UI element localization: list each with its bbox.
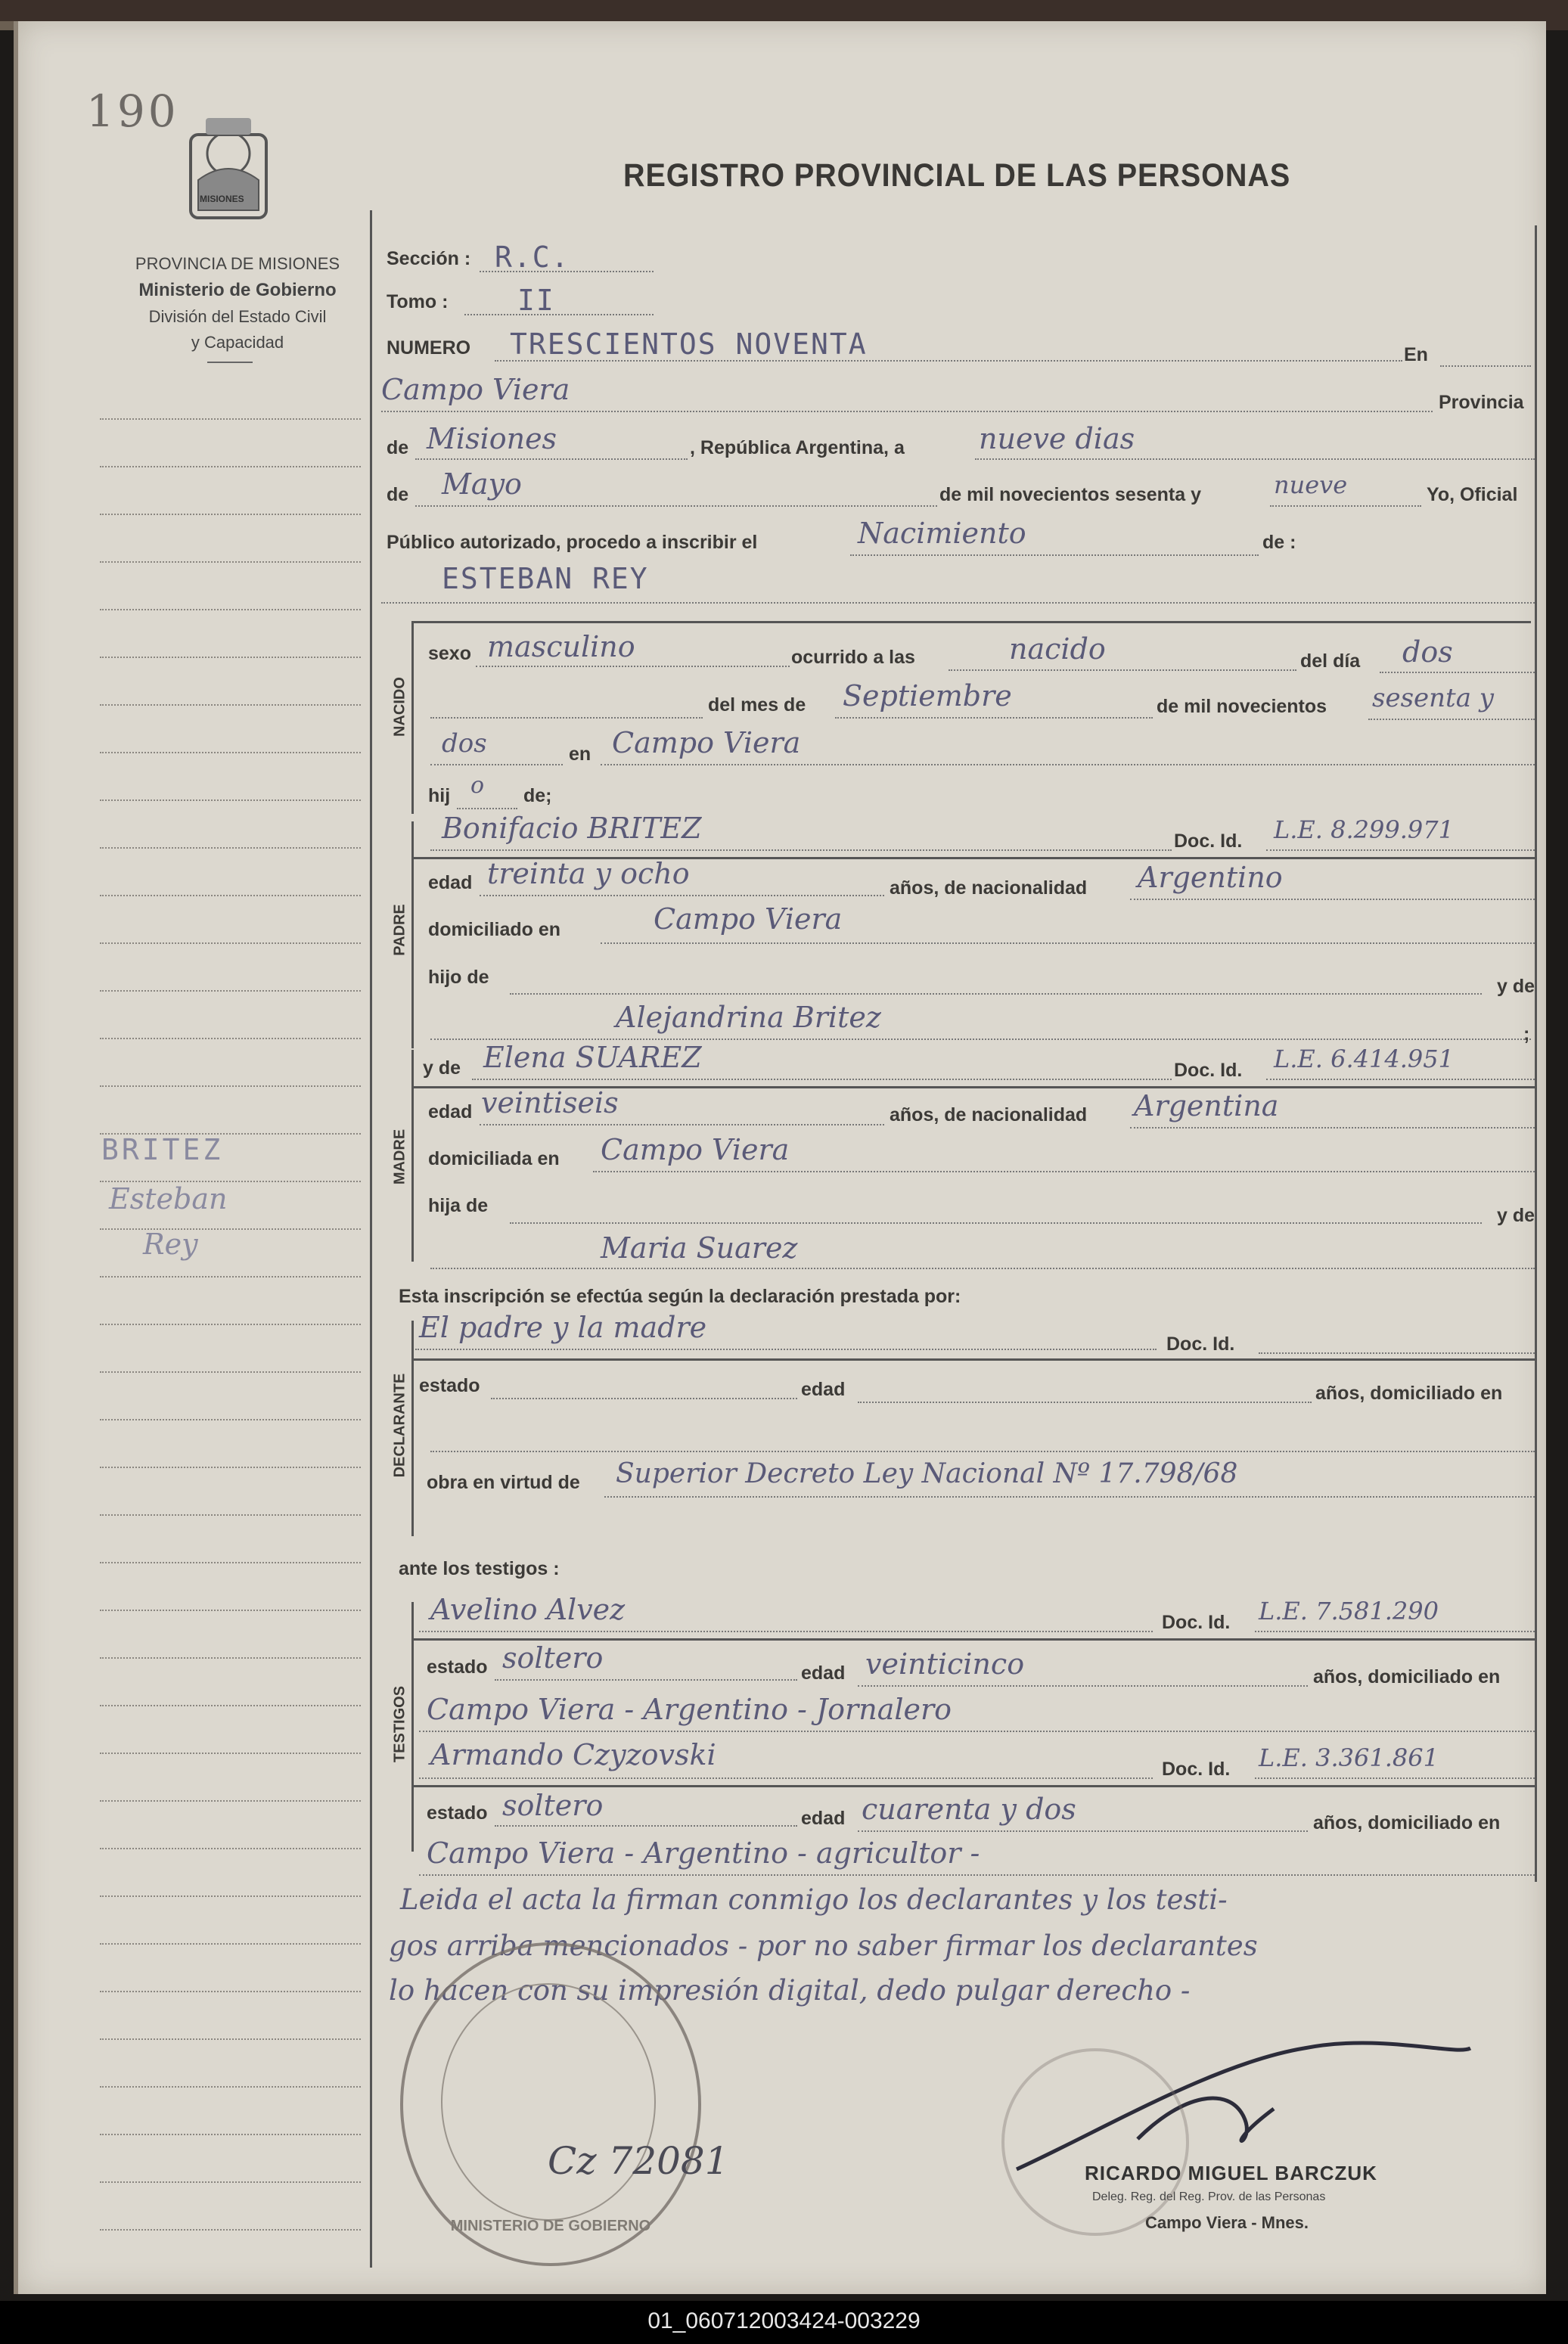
padre-doc-label: Doc. Id.: [1174, 830, 1243, 852]
madre-nombre-value: Elena SUAREZ: [483, 1041, 702, 1074]
margin-rule: [100, 847, 361, 849]
t2-edad-value: cuarenta y dos: [862, 1793, 1076, 1826]
sexo-label: sexo: [428, 643, 471, 664]
declarante-edad-label: edad: [801, 1379, 846, 1400]
margin-note-surname: BRITEZ: [101, 1133, 224, 1166]
de-colon-label: de :: [1262, 532, 1296, 553]
madre-edad-line: [480, 1124, 884, 1125]
padre-doc-value: L.E. 8.299.971: [1274, 815, 1454, 844]
hij-value: o: [470, 772, 485, 799]
margin-rule: [100, 514, 361, 515]
nac-anio-value1: sesenta y: [1372, 683, 1494, 713]
nac-anio2-line: [430, 764, 563, 765]
nac-pre-line: [430, 717, 703, 719]
institution-province: PROVINCIA DE MISIONES: [135, 254, 340, 273]
t1-dom-line: [419, 1731, 1535, 1732]
seal-label: MISIONES: [200, 194, 244, 204]
declarante-doc-line: [1259, 1352, 1535, 1354]
t2-estado-label: estado: [427, 1802, 488, 1824]
margin-rule: [100, 1324, 361, 1325]
del-dia-label: del día: [1300, 650, 1361, 672]
declarante-estado-label: estado: [419, 1375, 480, 1396]
madre-doc-line: [1266, 1079, 1535, 1080]
numero-label: NUMERO: [387, 337, 471, 359]
del-mes-label: del mes de: [708, 694, 806, 716]
declarante-nombre-line: [415, 1349, 1157, 1350]
nac-en-label: en: [569, 744, 591, 765]
publico-label: Público autorizado, procedo a inscribir el: [387, 532, 758, 553]
divider: [207, 362, 253, 363]
nombre-line: [381, 602, 1535, 604]
t2-rule: [411, 1785, 1535, 1787]
obra-label: obra en virtud de: [427, 1472, 580, 1493]
margin-rule: [100, 1276, 361, 1278]
padre-bracket: [411, 821, 414, 1048]
margin-rule: [100, 1848, 361, 1849]
nombre-rule: [411, 621, 1531, 623]
padre-doc-line: [1266, 849, 1535, 851]
margin-rule: [100, 1514, 361, 1516]
nombre-value: ESTEBAN REY: [442, 562, 649, 595]
column-separator: [370, 210, 372, 2268]
obra-line: [604, 1496, 1535, 1498]
margin-rule: [100, 1371, 361, 1373]
de-label: de: [387, 437, 409, 458]
t2-dom-value: Campo Viera - Argentino - agricultor -: [427, 1836, 980, 1870]
t1-nombre-value: Avelino Alvez: [430, 1593, 626, 1626]
margin-rule: [100, 895, 361, 896]
anio-value: nueve: [1274, 470, 1348, 499]
registry-page: [14, 21, 1546, 2294]
madre-yde-label: y de: [423, 1057, 461, 1079]
mes-line: [415, 505, 937, 507]
provincia-line: [415, 458, 688, 460]
t2-doc-line: [1255, 1777, 1535, 1779]
place-line: [381, 411, 1433, 412]
t1-nombre-line: [419, 1631, 1153, 1632]
nacido-side-label: NACIDO: [391, 677, 408, 737]
declarante-intro: Esta inscripción se efectúa según la declaración prestada por:: [399, 1286, 961, 1307]
en-line: [1440, 365, 1531, 367]
republica-label: , República Argentina, a: [690, 437, 905, 458]
stamp-text: MINISTERIO DE GOBIERNO: [450, 2218, 651, 2234]
nac-dia-line: [1380, 672, 1535, 673]
margin-rule: [100, 1991, 361, 1992]
margin-rule: [100, 2229, 361, 2231]
footer-bar: [0, 2301, 1568, 2344]
margin-rule: [100, 1705, 361, 1706]
document-id: 01_060712003424-003229: [647, 2308, 921, 2333]
padre-nombre-line: [430, 849, 1172, 851]
padre-dom-line: [601, 942, 1535, 944]
t1-dom-value: Campo Viera - Argentino - Jornalero: [427, 1693, 952, 1726]
nac-mes-line: [835, 717, 1153, 719]
t1-edad-line: [858, 1685, 1308, 1687]
padre-side-label: PADRE: [391, 904, 408, 956]
signature-scribble: Cz 72081: [548, 2139, 729, 2183]
madre-dom-label: domiciliada en: [428, 1148, 560, 1169]
seccion-label: Sección :: [387, 248, 471, 269]
declarante-rule: [411, 1358, 1535, 1361]
t2-nombre-value: Armando Czyzovski: [430, 1738, 716, 1771]
nac-lugar-line: [601, 764, 1535, 765]
margin-rule: [100, 609, 361, 610]
nac-mil-label: de mil novecientos: [1157, 696, 1327, 717]
declarante-bracket: [411, 1321, 414, 1536]
margin-rule: [100, 1800, 361, 1802]
closing-line-1: Leida el acta la firman conmigo los declarantes y los testi-: [400, 1883, 1228, 1916]
padre-hijo-label: hijo de: [428, 967, 489, 988]
margin-rule: [100, 1085, 361, 1087]
madre-hija-line: [510, 1222, 1482, 1224]
nac-anio-line: [1368, 719, 1535, 720]
t1-edad-label: edad: [801, 1663, 846, 1684]
margin-rule: [100, 799, 361, 801]
t2-doc-label: Doc. Id.: [1162, 1759, 1231, 1780]
madre-nac-value: Argentina: [1134, 1089, 1279, 1122]
padre-nac-line: [1130, 899, 1535, 900]
testigos-side-label: TESTIGOS: [391, 1685, 408, 1763]
madre-nombre-line: [472, 1079, 1172, 1080]
margin-rule: [100, 942, 361, 944]
hij-de-label: de;: [523, 785, 552, 806]
nac-dia-value: dos: [1402, 635, 1453, 669]
hij-line: [457, 808, 517, 809]
ocurrido-label: ocurrido a las: [791, 647, 915, 668]
madre-nac-label: años, de nacionalidad: [890, 1104, 1088, 1125]
margin-rule: [100, 1419, 361, 1420]
margin-rule: [100, 2086, 361, 2088]
t2-dom-line: [419, 1874, 1535, 1876]
tomo-label: Tomo :: [387, 291, 449, 312]
official-stamp: [400, 1942, 701, 2266]
declarante-estado-line: [491, 1398, 797, 1399]
declarante-edad-line: [858, 1402, 1312, 1403]
madre-edad-value: veintiseis: [481, 1086, 619, 1119]
acto-value: Nacimiento: [858, 517, 1026, 550]
hora-line: [949, 669, 1296, 671]
margin-rule: [100, 990, 361, 992]
margin-rule: [100, 1038, 361, 1039]
padre-nac-label: años, de nacionalidad: [890, 877, 1088, 899]
margin-rule: [100, 2134, 361, 2135]
place-value: Campo Viera: [381, 373, 570, 406]
padre-nombre-value: Bonifacio BRITEZ: [442, 812, 702, 845]
dia-line: [975, 458, 1535, 460]
nac-lugar-value: Campo Viera: [612, 726, 801, 759]
hora-value: nacido: [1009, 632, 1106, 666]
en-label: En: [1404, 344, 1428, 365]
madre-dom-value: Campo Viera: [601, 1133, 790, 1166]
obra-value: Superior Decreto Ley Nacional Nº 17.798/68: [616, 1458, 1238, 1489]
seccion-value: R.C.: [495, 241, 570, 274]
padre-semicolon: ;: [1523, 1023, 1530, 1045]
madre-doc-label: Doc. Id.: [1174, 1060, 1243, 1081]
madre-edad-label: edad: [428, 1101, 473, 1122]
sexo-line: [476, 666, 790, 667]
faded-stamp: [1001, 2048, 1189, 2236]
margin-rule: [100, 1895, 361, 1897]
official-name: RICARDO MIGUEL BARCZUK: [1085, 2162, 1377, 2184]
provincia-value: Misiones: [427, 422, 557, 455]
madre-nac-line: [1130, 1127, 1535, 1129]
yo-label: Yo, Oficial: [1427, 484, 1518, 505]
margin-rule: [100, 1467, 361, 1468]
margin-rule: [100, 1657, 361, 1659]
closing-line-2: gos arriba mencionados - por no saber firmar los declarantes: [389, 1930, 1258, 1962]
mil-label: de mil novecientos sesenta y: [939, 484, 1201, 505]
tomo-value: II: [517, 284, 555, 317]
t2-nombre-line: [419, 1777, 1153, 1779]
margin-rule: [100, 1228, 361, 1230]
margin-rule: [100, 1562, 361, 1563]
madre-doc-value: L.E. 6.414.951: [1274, 1045, 1454, 1073]
margin-rule: [100, 1753, 361, 1754]
nac-anio-value2: dos: [442, 728, 487, 759]
margin-rule: [100, 657, 361, 658]
madre-madre-value: Maria Suarez: [601, 1231, 798, 1265]
hij-label: hij: [428, 785, 451, 806]
madre-yde2-label: y de: [1497, 1205, 1535, 1226]
padre-dom-value: Campo Viera: [654, 902, 843, 936]
declarante-doc-label: Doc. Id.: [1166, 1333, 1235, 1355]
nac-mes-value: Septiembre: [843, 679, 1012, 713]
institution-capacity: y Capacidad: [191, 333, 284, 352]
anio-line: [1270, 505, 1421, 507]
t2-edad-label: edad: [801, 1808, 846, 1829]
margin-note-name2: Rey: [143, 1228, 198, 1261]
padre-hijo-line: [510, 993, 1482, 995]
t1-estado-line: [495, 1679, 797, 1681]
numero-value: TRESCIENTOS NOVENTA: [510, 328, 868, 361]
margin-rule: [100, 561, 361, 563]
coat-of-arms-icon: [175, 112, 281, 225]
padre-yde-label: y de: [1497, 976, 1535, 997]
t1-doc-line: [1255, 1631, 1535, 1632]
t1-doc-value: L.E. 7.581.290: [1259, 1597, 1439, 1625]
provincia-label: Provincia: [1439, 392, 1524, 413]
stamp-inner-ring: [441, 1983, 656, 2221]
page-title: REGISTRO PROVINCIAL DE LAS PERSONAS: [623, 157, 1291, 194]
official-place: Campo Viera - Mnes.: [1145, 2213, 1309, 2232]
margin-rule: [100, 704, 361, 706]
t1-dom-label: años, domiciliado en: [1313, 1666, 1501, 1687]
dia-value: nueve dias: [979, 422, 1135, 455]
madre-bracket: [411, 1050, 414, 1262]
margin-rule: [100, 1610, 361, 1611]
t2-edad-line: [858, 1830, 1308, 1832]
t1-estado-label: estado: [427, 1656, 488, 1678]
t1-doc-label: Doc. Id.: [1162, 1612, 1231, 1633]
margin-rule: [100, 752, 361, 753]
tomo-line: [464, 314, 654, 315]
closing-line-3: lo hacen con su impresión digital, dedo pulgar derecho -: [389, 1974, 1191, 2007]
t2-dom-label: años, domiciliado en: [1313, 1812, 1501, 1833]
mes-value: Mayo: [442, 467, 522, 501]
sexo-value: masculino: [487, 630, 635, 663]
declarante-side-label: DECLARANTE: [391, 1373, 408, 1478]
right-border: [1535, 225, 1537, 1882]
t1-edad-value: veinticinco: [865, 1647, 1025, 1681]
margin-rule: [100, 466, 361, 467]
declarante-dom-label: años, domiciliado en: [1315, 1383, 1503, 1404]
t1-estado-value: soltero: [502, 1641, 604, 1675]
institution-ministry: Ministerio de Gobierno: [138, 280, 337, 300]
margin-rule: [100, 1943, 361, 1945]
padre-dom-label: domiciliado en: [428, 919, 561, 940]
padre-madre-line: [430, 1039, 1531, 1040]
t1-rule: [411, 1638, 1535, 1641]
madre-madre-line: [430, 1268, 1535, 1269]
acto-line: [850, 554, 1259, 556]
de-mes-label: de: [387, 484, 409, 505]
padre-madre-value: Alejandrina Britez: [616, 1001, 881, 1034]
padre-nac-value: Argentino: [1138, 861, 1283, 894]
margin-rule: [100, 2181, 361, 2183]
declarante-nombre-value: El padre y la madre: [419, 1311, 707, 1344]
padre-edad-line: [480, 895, 884, 896]
testigos-intro: ante los testigos :: [399, 1558, 560, 1579]
madre-dom-line: [593, 1171, 1535, 1172]
margin-rule: [100, 2038, 361, 2040]
margin-rule: [100, 418, 361, 420]
institution-division: División del Estado Civil: [148, 307, 327, 326]
nacido-bracket: [411, 621, 414, 814]
t2-estado-value: soltero: [502, 1789, 604, 1822]
official-role: Deleg. Reg. del Reg. Prov. de las Personas: [1092, 2190, 1326, 2203]
madre-side-label: MADRE: [391, 1129, 408, 1185]
page-number: 190: [86, 85, 179, 137]
t2-doc-value: L.E. 3.361.861: [1259, 1743, 1439, 1772]
madre-hija-label: hija de: [428, 1195, 489, 1216]
padre-edad-value: treinta y ocho: [487, 857, 690, 890]
padre-edad-label: edad: [428, 872, 473, 893]
margin-note-name: Esteban: [109, 1182, 228, 1215]
t2-estado-line: [495, 1825, 797, 1827]
declarante-dom-line: [430, 1451, 1535, 1452]
